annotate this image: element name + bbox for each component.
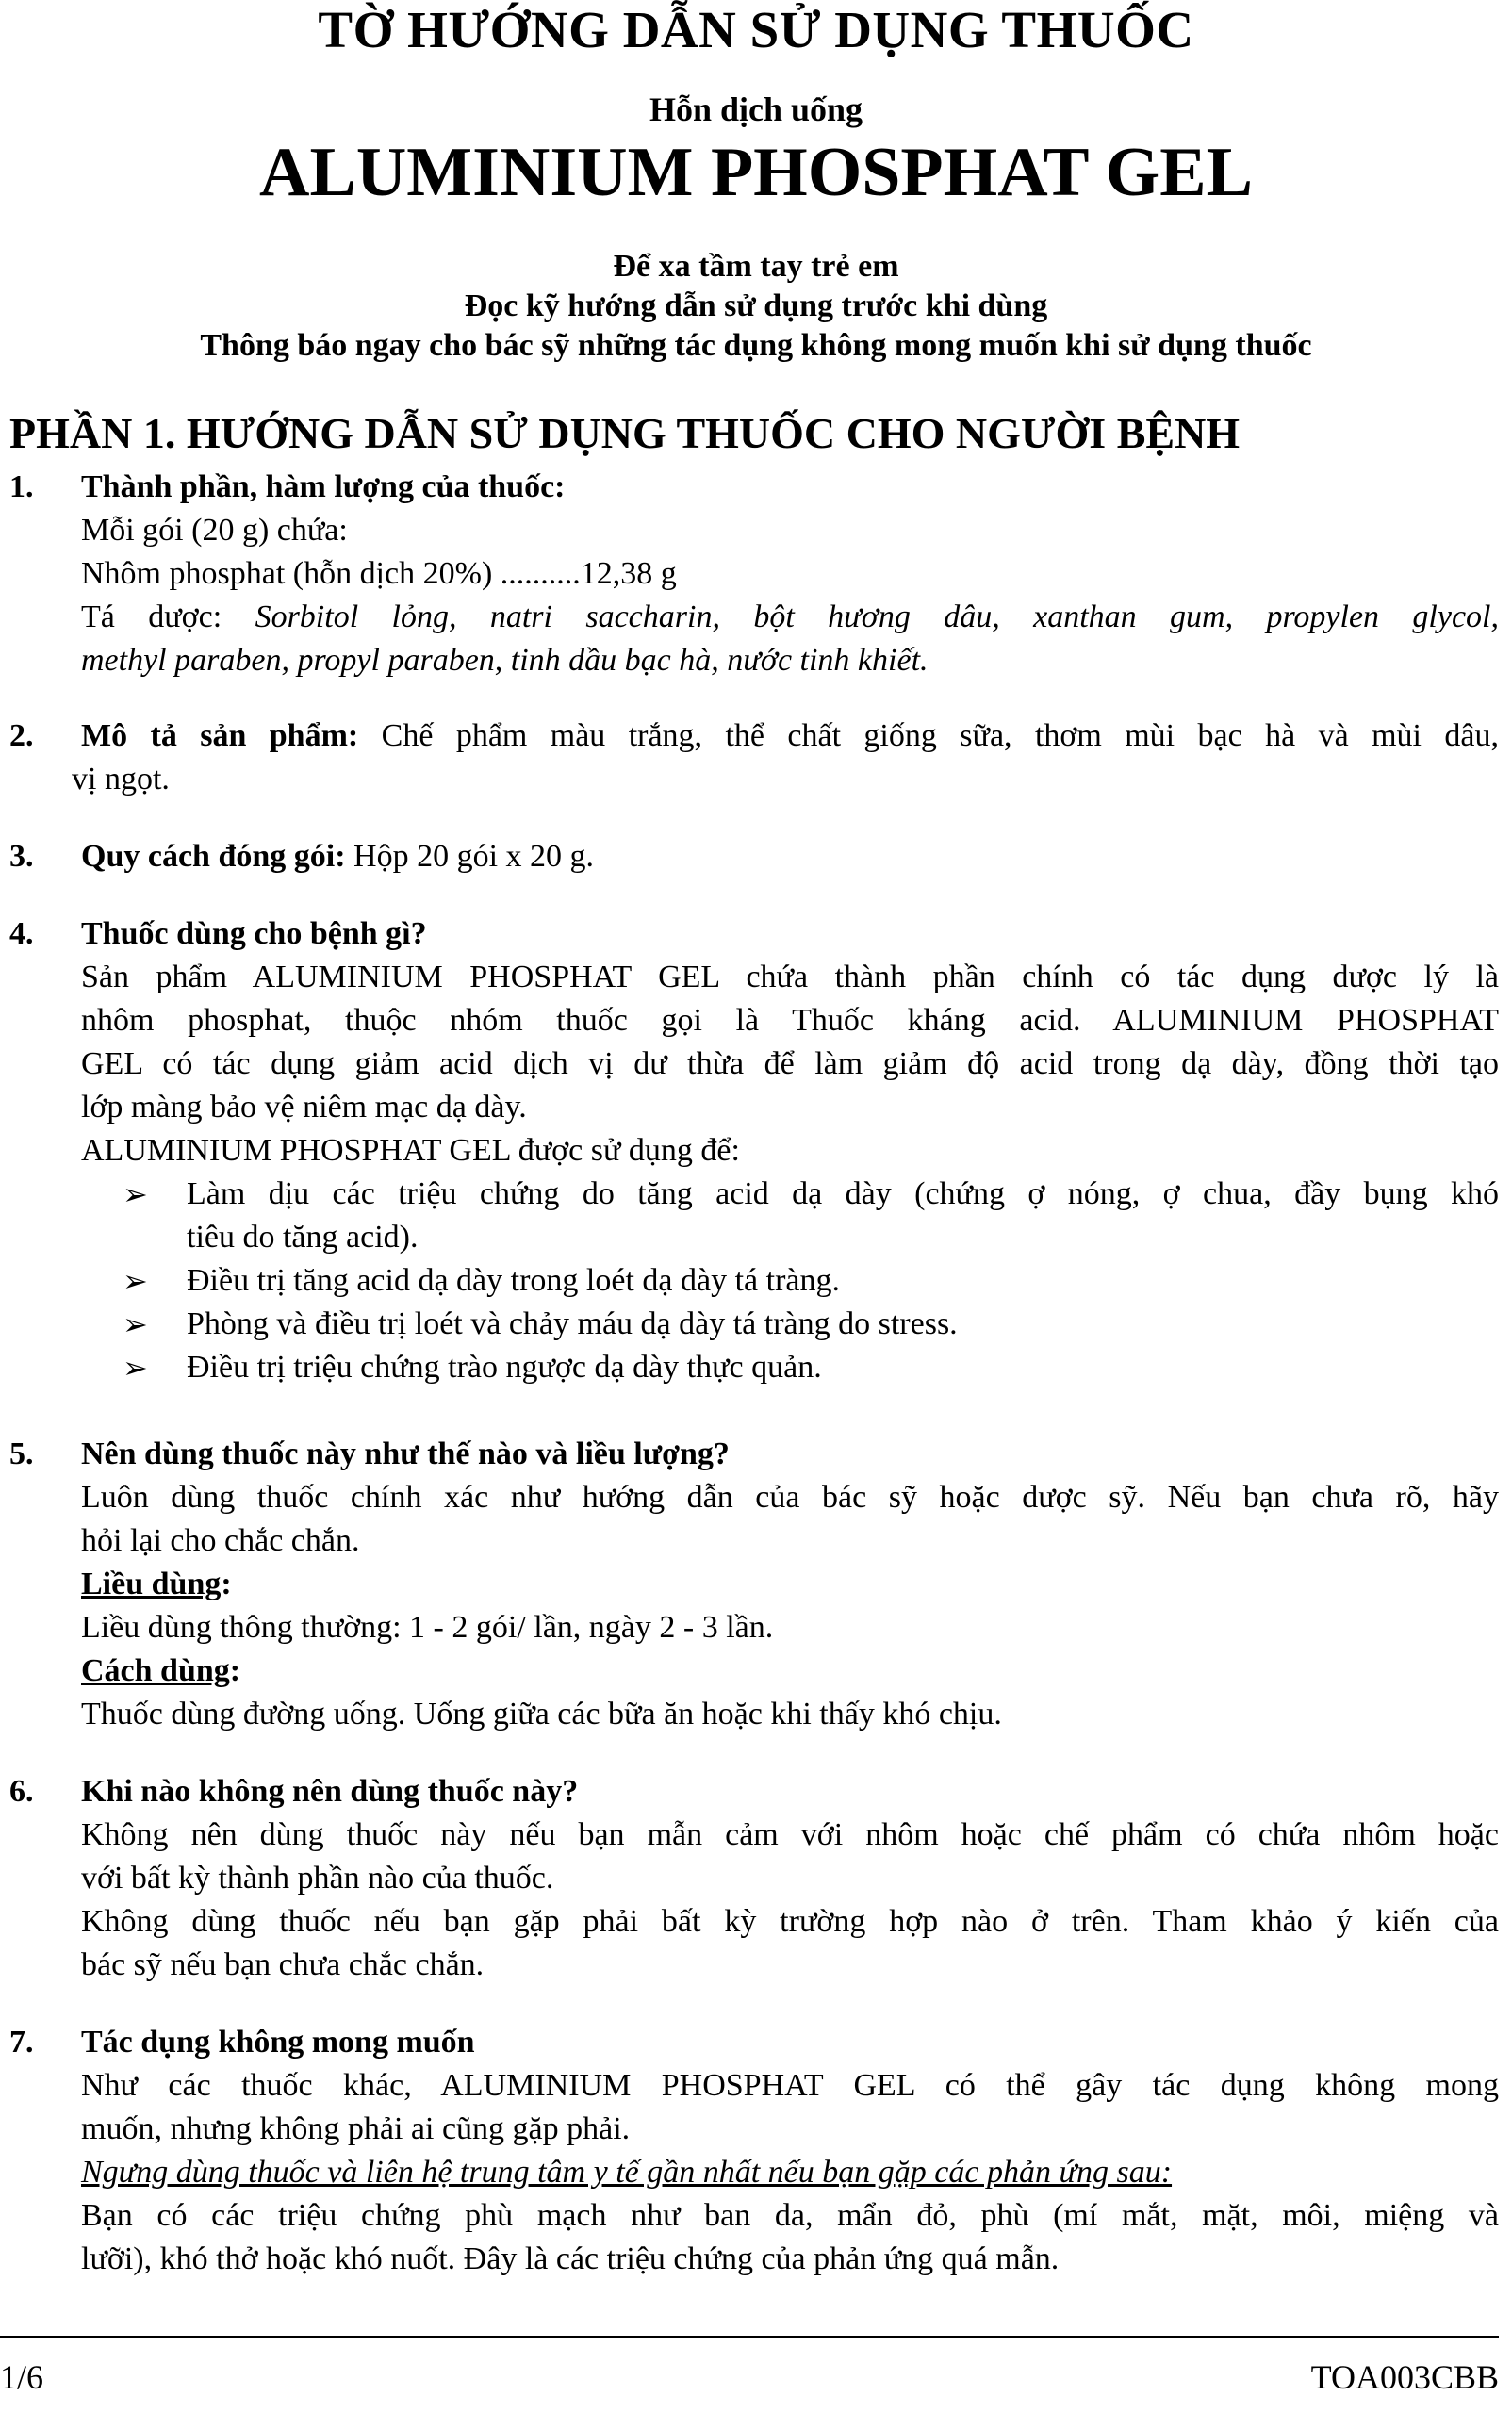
section-title: Tác dụng không mong muốn xyxy=(81,2025,475,2060)
packaging-line xyxy=(81,835,1499,878)
paragraph-line: lớp màng bảo vệ niêm mạc dạ dày. xyxy=(81,1090,527,1124)
bullet-item: Điều trị triệu chứng trào ngược dạ dày thực quản. xyxy=(187,1350,822,1385)
paragraph-line: Như các thuốc khác, ALUMINIUM PHOSPHAT GEL có thể gây tác dụng không mong xyxy=(81,2068,1499,2103)
section-title: Mô tả sản phẩm: xyxy=(81,718,359,753)
paragraph-line: Mỗi gói (20 g) chứa: xyxy=(81,513,348,548)
excipients-text: Sorbitol lỏng, natri saccharin, bột hương dâu, xanthan gum, propylen glycol, xyxy=(255,599,1499,634)
ingredient-name: Nhôm phosphat (hỗn dịch 20%) xyxy=(81,556,493,591)
bullet-item: Điều trị tăng acid dạ dày trong loét dạ dày tá tràng. xyxy=(187,1263,840,1298)
warning-line: Để xa tầm tay trẻ em xyxy=(613,249,899,284)
paragraph-line: Thuốc dùng đường uống. Uống giữa các bữa ăn hoặc khi thấy khó chịu. xyxy=(81,1697,1002,1732)
section-title: Thuốc dùng cho bệnh gì? xyxy=(81,916,427,951)
section-title: Khi nào không nên dùng thuốc này? xyxy=(81,1774,579,1809)
paragraph-line: lưỡi), khó thở hoặc khó nuốt. Đây là các triệu chứng của phản ứng quá mẫn. xyxy=(81,2241,1060,2276)
paragraph-line: Luôn dùng thuốc chính xác như hướng dẫn của bác sỹ hoặc dược sỹ. Nếu bạn chưa rõ, hãy xyxy=(81,1480,1499,1515)
paragraph-line: muốn, nhưng không phải ai cũng gặp phải. xyxy=(81,2111,631,2146)
paragraph-line: Bạn có các triệu chứng phù mạch như ban da, mẩn đỏ, phù (mí mắt, mặt, môi, miệng và xyxy=(81,2198,1499,2233)
paragraph-line: Liều dùng thông thường: 1 - 2 gói/ lần, ngày 2 - 3 lần. xyxy=(81,1610,774,1645)
ingredient-amount: 12,38 g xyxy=(580,556,677,591)
bullet-item: tiêu do tăng acid). xyxy=(187,1220,419,1255)
section-number: 1. xyxy=(9,469,34,504)
packaging-text: Hộp 20 gói x 20 g. xyxy=(353,839,595,874)
description-text: Chế phẩm màu trắng, thể chất giống sữa, thơm mùi bạc hà và mùi dâu, xyxy=(381,718,1499,753)
warning-instruction: Ngưng dùng thuốc và liên hệ trung tâm y tế gần nhất nếu bạn gặp các phản ứng sau: xyxy=(81,2155,1173,2190)
paragraph-line: nhôm phosphat, thuộc nhóm thuốc gọi là Thuốc kháng acid. ALUMINIUM PHOSPHAT xyxy=(81,1003,1499,1038)
dose-heading xyxy=(81,1563,1499,1606)
excipients-label: Tá dược: xyxy=(81,599,222,634)
footer-divider xyxy=(0,2336,1499,2338)
page-number: 1/6 xyxy=(0,2358,44,2396)
heading-colon: : xyxy=(221,1567,232,1601)
description-line xyxy=(81,714,1499,758)
section-title: Nên dùng thuốc này như thế nào và liều lượng? xyxy=(81,1436,730,1471)
paragraph-line: Sản phẩm ALUMINIUM PHOSPHAT GEL chứa thành phần chính có tác dụng dược lý là xyxy=(81,960,1499,994)
bullet-item: Phòng và điều trị loét và chảy máu dạ dày tá tràng do stress. xyxy=(187,1306,958,1341)
paragraph-line: Không dùng thuốc nếu bạn gặp phải bất kỳ trường hợp nào ở trên. Tham khảo ý kiến của xyxy=(81,1904,1499,1939)
section-number: 3. xyxy=(9,839,34,874)
paragraph-line: GEL có tác dụng giảm acid dịch vị dư thừa để làm giảm độ acid trong dạ dày, đồng thời tạo xyxy=(81,1046,1499,1081)
excipients-line: methyl paraben, propyl paraben, tinh dầu bạc hà, nước tinh khiết. xyxy=(81,643,929,678)
paragraph-line: vị ngọt. xyxy=(72,762,170,796)
paragraph-line: với bất kỳ thành phần nào của thuốc. xyxy=(81,1861,554,1896)
section-number: 7. xyxy=(9,2025,34,2060)
heading-colon: : xyxy=(229,1653,241,1688)
section-number: 6. xyxy=(9,1774,34,1809)
excipients-line xyxy=(81,596,1499,639)
warning-line: Đọc kỹ hướng dẫn sử dụng trước khi dùng xyxy=(464,288,1048,323)
dosage-form: Hỗn dịch uống xyxy=(649,90,863,128)
dose-label: Liều dùng xyxy=(81,1567,222,1601)
paragraph-line: bác sỹ nếu bạn chưa chắc chắn. xyxy=(81,1947,485,1982)
leader-dots: .......... xyxy=(500,556,581,591)
arrow-bullet-icon: ➢ xyxy=(123,1351,148,1385)
section-title: Quy cách đóng gói: xyxy=(81,839,346,874)
document-code: TOA003CBB xyxy=(1310,2358,1499,2396)
usage-label: Cách dùng xyxy=(81,1653,230,1688)
warning-line: Thông báo ngay cho bác sỹ những tác dụng không mong muốn khi sử dụng thuốc xyxy=(200,328,1312,363)
section-number: 5. xyxy=(9,1436,34,1471)
ingredient-line xyxy=(81,552,1499,596)
section-number: 4. xyxy=(9,916,34,951)
arrow-bullet-icon: ➢ xyxy=(123,1264,148,1298)
document-title: TỜ HƯỚNG DẪN SỬ DỤNG THUỐC xyxy=(318,1,1194,58)
arrow-bullet-icon: ➢ xyxy=(123,1177,148,1211)
product-name: ALUMINIUM PHOSPHAT GEL xyxy=(259,134,1253,211)
paragraph-line: Không nên dùng thuốc này nếu bạn mẫn cảm với nhôm hoặc chế phẩm có chứa nhôm hoặc xyxy=(81,1817,1499,1852)
part-title: PHẦN 1. HƯỚNG DẪN SỬ DỤNG THUỐC CHO NGƯỜI BỆNH xyxy=(9,409,1241,457)
arrow-bullet-icon: ➢ xyxy=(123,1307,148,1341)
section-number: 2. xyxy=(9,718,34,753)
paragraph-line: hỏi lại cho chắc chắn. xyxy=(81,1523,360,1558)
paragraph-line: ALUMINIUM PHOSPHAT GEL được sử dụng để: xyxy=(81,1133,740,1168)
usage-heading xyxy=(81,1650,1499,1693)
bullet-item: Làm dịu các triệu chứng do tăng acid dạ dày (chứng ợ nóng, ợ chua, đầy bụng khó xyxy=(187,1176,1499,1211)
section-title: Thành phần, hàm lượng của thuốc: xyxy=(81,469,566,504)
